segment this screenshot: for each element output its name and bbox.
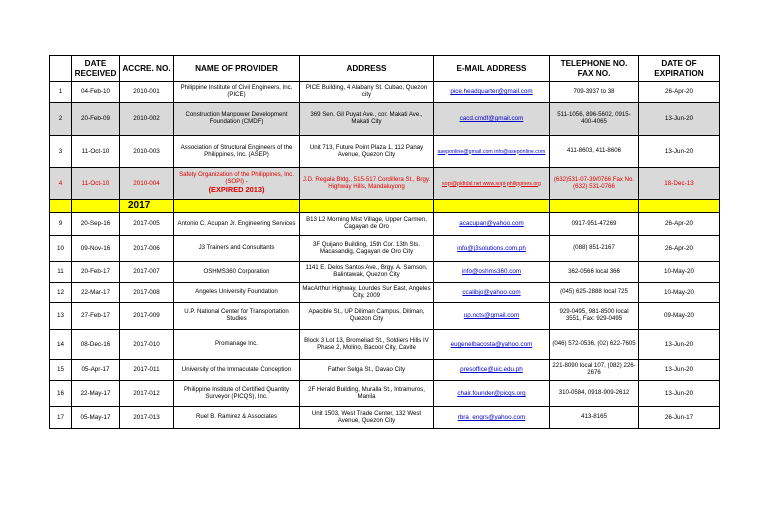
email-link[interactable]: aseponline@gmail.com info@aseponline.com (437, 148, 546, 155)
provider-name: U.P. National Center for Transportation Studies (174, 303, 300, 330)
provider-address: J.D. Regala Bldg., 515-517 Cordillera St., Brgy. Highway Hills, Mandaluyong (300, 168, 434, 200)
row-number: 13 (50, 303, 72, 330)
header-telephone: TELEPHONE NO. FAX NO. (550, 56, 639, 82)
expiration-date: 13-Jun-20 (639, 381, 720, 407)
accre-no: 2010-004 (120, 168, 174, 200)
date-received: 05-May-17 (72, 407, 120, 429)
expiration-date: 10-May-20 (639, 262, 720, 283)
table-row (50, 213, 720, 236)
email-link[interactable]: ccalibjo@yahoo.com (462, 288, 521, 296)
accre-no: 2017-012 (120, 381, 174, 407)
expiration-date: 13-Jun-20 (639, 360, 720, 381)
expiration-date: 26-Apr-20 (639, 213, 720, 236)
table-row (50, 262, 720, 283)
year-label: 2017 (120, 200, 174, 213)
telephone: 221-8090 local 107, (082) 226-2676 (550, 360, 639, 381)
expiration-date: 10-May-20 (639, 283, 720, 303)
table-row (50, 381, 720, 407)
date-received: 04-Feb-10 (72, 82, 120, 103)
provider-name: Promanage Inc. (174, 330, 300, 360)
provider-address: Block 3 Lot 13, Bromeliad St., Soldiers Hills IV Phase 2, Molino, Bacoor City, Cavite (300, 330, 434, 360)
date-received: 05-Apr-17 (72, 360, 120, 381)
accre-no: 2017-009 (120, 303, 174, 330)
accre-no: 2017-013 (120, 407, 174, 429)
header-number (50, 56, 72, 82)
date-received: 20-Sep-16 (72, 213, 120, 236)
provider-address: B13 L2 Morning Mist Village, Upper Carmen, Cagayan de Oro (300, 213, 434, 236)
telephone: 0917-951-47269 (550, 213, 639, 236)
row-number: 3 (50, 136, 72, 168)
email-link[interactable]: cacd.cmdf@gmail.com (459, 115, 524, 123)
provider-address: MacArthur Highway, Lourdes Sur East, Angeles City, 2009 (300, 283, 434, 303)
date-received: 20-Feb-17 (72, 262, 120, 283)
expiration-date: 26-Jun-17 (639, 407, 720, 429)
date-received: 22-Mar-17 (72, 283, 120, 303)
email-link[interactable]: pice.headquarter@gmail.com (450, 88, 533, 96)
telephone: (632)531-07-39/0766 Fax No. (632) 531-0766 (550, 168, 639, 200)
year-separator-row (50, 200, 720, 213)
telephone: (088) 851-2167 (550, 236, 639, 262)
row-number: 16 (50, 381, 72, 407)
date-received: 27-Feb-17 (72, 303, 120, 330)
table-row (50, 360, 720, 381)
accre-no: 2010-003 (120, 136, 174, 168)
date-received: 22-May-17 (72, 381, 120, 407)
date-received: 09-Nov-16 (72, 236, 120, 262)
provider-address: PICE Building, 4 Alabany St. Cubao, Quezon city (300, 82, 434, 103)
expiration-date: 13-Jun-20 (639, 330, 720, 360)
telephone: 709-3937 to 38 (550, 82, 639, 103)
accre-no: 2017-005 (120, 213, 174, 236)
email-link[interactable]: sopi@pldtdsl.net www.sopi-philippines.org (441, 180, 541, 187)
email-link[interactable]: chair.founder@picqs.org (457, 389, 526, 397)
provider-address: 2F Herald Building, Muralla St., Intramuros, Manila (300, 381, 434, 407)
email-link[interactable]: rbra_engrs@yahoo.com (457, 413, 526, 421)
row-number: 9 (50, 213, 72, 236)
table-row (50, 407, 720, 429)
provider-name: J3 Trainers and Consultants (174, 236, 300, 262)
header-row (50, 56, 720, 82)
telephone: 929-0495, 981-8500 local 3551, Fax: 929-0495 (550, 303, 639, 330)
provider-name: OSHMS360 Corporation (174, 262, 300, 283)
telephone: 511-1056, 896-5602, 0915-400-4065 (550, 103, 639, 136)
expiration-date: 13-Jun-20 (639, 103, 720, 136)
table-row (50, 103, 720, 136)
provider-address: 369 Sen. Gil Puyat Ave., cor. Makati Ave., Makati City (300, 103, 434, 136)
row-number: 11 (50, 262, 72, 283)
date-received: 20-Feb-09 (72, 103, 120, 136)
provider-name: Construction Manpower Development Foundation (CMDF) (174, 103, 300, 136)
header-expiration: DATE OF EXPIRATION (639, 56, 720, 82)
table-row (50, 136, 720, 168)
header-provider-name: NAME OF PROVIDER (174, 56, 300, 82)
expiration-date: 18-Dec-13 (639, 168, 720, 200)
date-received: 11-Oct-10 (72, 168, 120, 200)
provider-address: 1141 E. Delos Santos Ave., Brgy. A. Samson, Balintawak, Quezon City (300, 262, 434, 283)
row-number: 2 (50, 103, 72, 136)
expiration-date: 13-Jun-20 (639, 136, 720, 168)
provider-name: Antonio C. Acupan Jr. Engineering Services (174, 213, 300, 236)
telephone: 411-8603, 411-8606 (550, 136, 639, 168)
provider-address: Unit 1503, West Trade Center, 132 West Avenue, Quezon City (300, 407, 434, 429)
row-number: 15 (50, 360, 72, 381)
telephone: 362-0566 local 366 (550, 262, 639, 283)
row-number: 1 (50, 82, 72, 103)
accre-no: 2017-011 (120, 360, 174, 381)
row-number: 17 (50, 407, 72, 429)
accre-no: 2017-006 (120, 236, 174, 262)
provider-name: Ruel B. Ramirez & Associates (174, 407, 300, 429)
table-row (50, 303, 720, 330)
accre-no: 2017-007 (120, 262, 174, 283)
provider-address: Father Selga St., Davao City (300, 360, 434, 381)
email-link[interactable]: eugenelbacosta@yahoo.com (450, 340, 533, 348)
accre-no: 2017-008 (120, 283, 174, 303)
table-row (50, 82, 720, 103)
date-received: 08-Dec-16 (72, 330, 120, 360)
email-link[interactable]: acacupan@yahoo.com (459, 220, 524, 228)
provider-name: Philippine Institute of Civil Engineers, Inc. (PICE) (174, 82, 300, 103)
accre-no: 2010-002 (120, 103, 174, 136)
providers-table (49, 55, 720, 429)
row-number: 4 (50, 168, 72, 200)
accre-no: 2017-010 (120, 330, 174, 360)
email-link[interactable]: info@oshms360.com (461, 268, 522, 276)
provider-address: Apacible St., UP Diliman Campus, Diliman, Quezon City (300, 303, 434, 330)
row-number: 10 (50, 236, 72, 262)
telephone: 413-8165 (550, 407, 639, 429)
provider-name: Angeles University Foundation (174, 283, 300, 303)
row-number: 14 (50, 330, 72, 360)
table-row (50, 283, 720, 303)
date-received: 11-Oct-10 (72, 136, 120, 168)
expiration-date: 26-Apr-20 (639, 82, 720, 103)
provider-address: Unit 713, Future Point Plaza 1, 112 Panay Avenue, Quezon City (300, 136, 434, 168)
provider-name-cell (174, 168, 300, 200)
header-accre-no: ACCRE. NO. (120, 56, 174, 82)
expired-note: (EXPIRED 2013) (208, 184, 265, 194)
header-email: E-MAIL ADDRESS (434, 56, 550, 82)
table-row-expired (50, 168, 720, 200)
header-address: ADDRESS (300, 56, 434, 82)
provider-name: Association of Structural Engineers of the Philippines, Inc. (ASEP) (174, 136, 300, 168)
telephone: (046) 572-0536, (02) 622-7605 (550, 330, 639, 360)
provider-name: Philippine Institute of Certified Quantity Surveyor (PICQS), Inc. (174, 381, 300, 407)
expiration-date: 09-May-20 (639, 303, 720, 330)
telephone: (045) 625-2888 local 725 (550, 283, 639, 303)
email-link[interactable]: presoffice@uic.edu.ph (460, 366, 523, 374)
email-link[interactable]: up.ncts@gmail.com (463, 312, 520, 320)
row-number: 12 (50, 283, 72, 303)
header-date-received: DATE RECEIVED (72, 56, 120, 82)
accre-no: 2010-001 (120, 82, 174, 103)
provider-name: University of the Immaculate Conception (174, 360, 300, 381)
table-row (50, 330, 720, 360)
table-row (50, 236, 720, 262)
telephone: 310-0584, 0918-909-2612 (550, 381, 639, 407)
expiration-date: 26-Apr-20 (639, 236, 720, 262)
email-link[interactable]: info@j3solutions.com.ph (457, 244, 526, 252)
provider-address: 3F Quijano Building, 15th Cor. 13th Sts. Macasandig, Cagayan de Oro City (300, 236, 434, 262)
provider-name: Safety Organization of the Philippines, Inc. (SOPI) - (179, 171, 294, 186)
